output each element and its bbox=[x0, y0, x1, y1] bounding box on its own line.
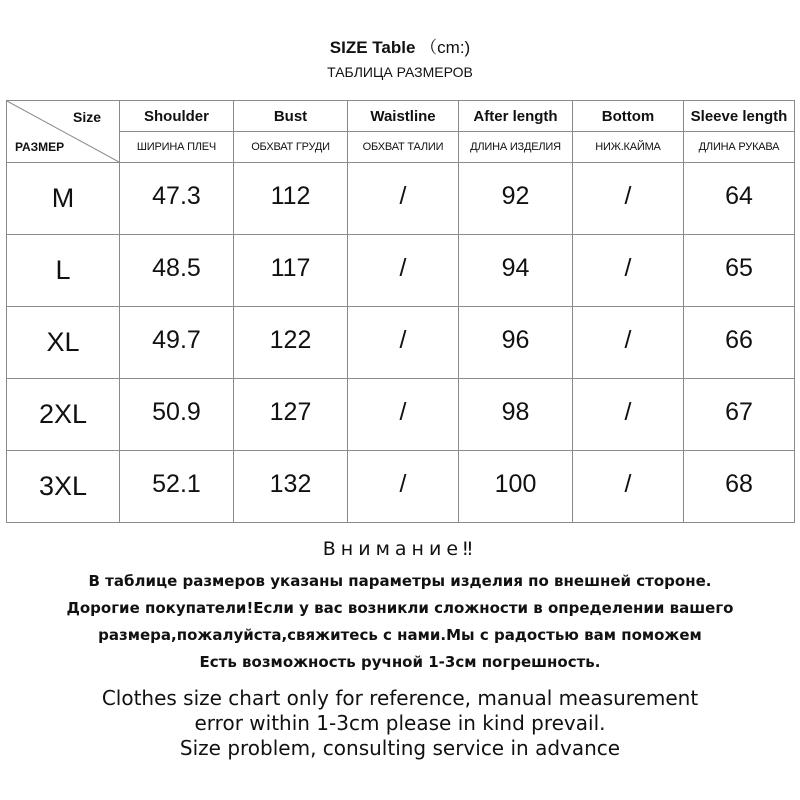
column-header-ru-bust: ОБХВАТ ГРУДИ bbox=[234, 132, 348, 163]
notice-line: В таблице размеров указаны параметры изделия по внешней стороне. bbox=[88, 572, 712, 590]
bottom-cell: / bbox=[573, 379, 684, 451]
corner-label-razmer: РАЗМЕР bbox=[15, 140, 65, 154]
bust-cell: 122 bbox=[234, 307, 348, 379]
column-header-ru-shoulder: ШИРИНА ПЛЕЧ bbox=[120, 132, 234, 163]
notice-line: Есть возможность ручной 1-3см погрешность. bbox=[199, 653, 601, 671]
notice-title: Внимание‼ bbox=[322, 538, 478, 560]
shoulder-cell: 47.3 bbox=[120, 163, 234, 235]
notice-line: размера,пожалуйста,свяжитесь с нами.Мы с радостью вам поможем bbox=[98, 626, 702, 644]
shoulder-cell: 48.5 bbox=[120, 235, 234, 307]
size-cell: XL bbox=[7, 307, 120, 379]
sleeve-length-cell: 68 bbox=[684, 451, 795, 523]
shoulder-cell: 52.1 bbox=[120, 451, 234, 523]
size-cell: L bbox=[7, 235, 120, 307]
bust-cell: 117 bbox=[234, 235, 348, 307]
waistline-cell: / bbox=[348, 451, 459, 523]
page-title bbox=[0, 36, 800, 60]
column-header-ru-bottom: НИЖ.КАЙМА bbox=[573, 132, 684, 163]
size-cell: M bbox=[7, 163, 120, 235]
table-row bbox=[7, 379, 795, 451]
bottom-cell: / bbox=[573, 307, 684, 379]
table-header-row-ru bbox=[7, 132, 795, 163]
column-header-bottom: Bottom bbox=[573, 101, 684, 132]
corner-label-size: Size bbox=[72, 109, 101, 125]
size-cell: 2XL bbox=[7, 379, 120, 451]
column-header-bust: Bust bbox=[234, 101, 348, 132]
english-note-line: Clothes size chart only for reference, manual measurement bbox=[101, 686, 699, 710]
column-header-ru-waistline: ОБХВАТ ТАЛИИ bbox=[348, 132, 459, 163]
column-header-after-length: After length bbox=[459, 101, 573, 132]
waistline-cell: / bbox=[348, 307, 459, 379]
notice-line: Дорогие покупатели!Если у вас возникли сложности в определении вашего bbox=[66, 599, 734, 617]
column-header-ru-after-length: ДЛИНА ИЗДЕЛИЯ bbox=[459, 132, 573, 163]
size-cell: 3XL bbox=[7, 451, 120, 523]
shoulder-cell: 49.7 bbox=[120, 307, 234, 379]
table-header-row-en bbox=[7, 101, 795, 132]
notice-block-ru bbox=[0, 538, 800, 676]
title-unit: （cm:) bbox=[420, 38, 471, 57]
column-header-waistline: Waistline bbox=[348, 101, 459, 132]
page-subtitle: ТАБЛИЦА РАЗМЕРОВ bbox=[327, 64, 473, 80]
bust-cell: 132 bbox=[234, 451, 348, 523]
size-table bbox=[6, 100, 795, 523]
table-row bbox=[7, 451, 795, 523]
after-length-cell: 94 bbox=[459, 235, 573, 307]
title-block bbox=[0, 36, 800, 82]
title-main: SIZE Table bbox=[329, 38, 416, 57]
table-row bbox=[7, 235, 795, 307]
shoulder-cell: 50.9 bbox=[120, 379, 234, 451]
after-length-cell: 96 bbox=[459, 307, 573, 379]
notice-block-en bbox=[0, 686, 800, 761]
bust-cell: 127 bbox=[234, 379, 348, 451]
table-row bbox=[7, 307, 795, 379]
bust-cell: 112 bbox=[234, 163, 348, 235]
column-header-shoulder: Shoulder bbox=[120, 101, 234, 132]
waistline-cell: / bbox=[348, 379, 459, 451]
after-length-cell: 92 bbox=[459, 163, 573, 235]
after-length-cell: 98 bbox=[459, 379, 573, 451]
bottom-cell: / bbox=[573, 451, 684, 523]
after-length-cell: 100 bbox=[459, 451, 573, 523]
sleeve-length-cell: 66 bbox=[684, 307, 795, 379]
corner-cell bbox=[7, 101, 120, 163]
waistline-cell: / bbox=[348, 235, 459, 307]
sleeve-length-cell: 65 bbox=[684, 235, 795, 307]
waistline-cell: / bbox=[348, 163, 459, 235]
bottom-cell: / bbox=[573, 163, 684, 235]
sleeve-length-cell: 64 bbox=[684, 163, 795, 235]
english-note-line: error within 1-3cm please in kind prevail. bbox=[194, 711, 606, 735]
column-header-sleeve-length: Sleeve length bbox=[684, 101, 795, 132]
column-header-ru-sleeve-length: ДЛИНА РУКАВА bbox=[684, 132, 795, 163]
table-row bbox=[7, 163, 795, 235]
english-note-line: Size problem, consulting service in advance bbox=[179, 736, 621, 760]
bottom-cell: / bbox=[573, 235, 684, 307]
sleeve-length-cell: 67 bbox=[684, 379, 795, 451]
